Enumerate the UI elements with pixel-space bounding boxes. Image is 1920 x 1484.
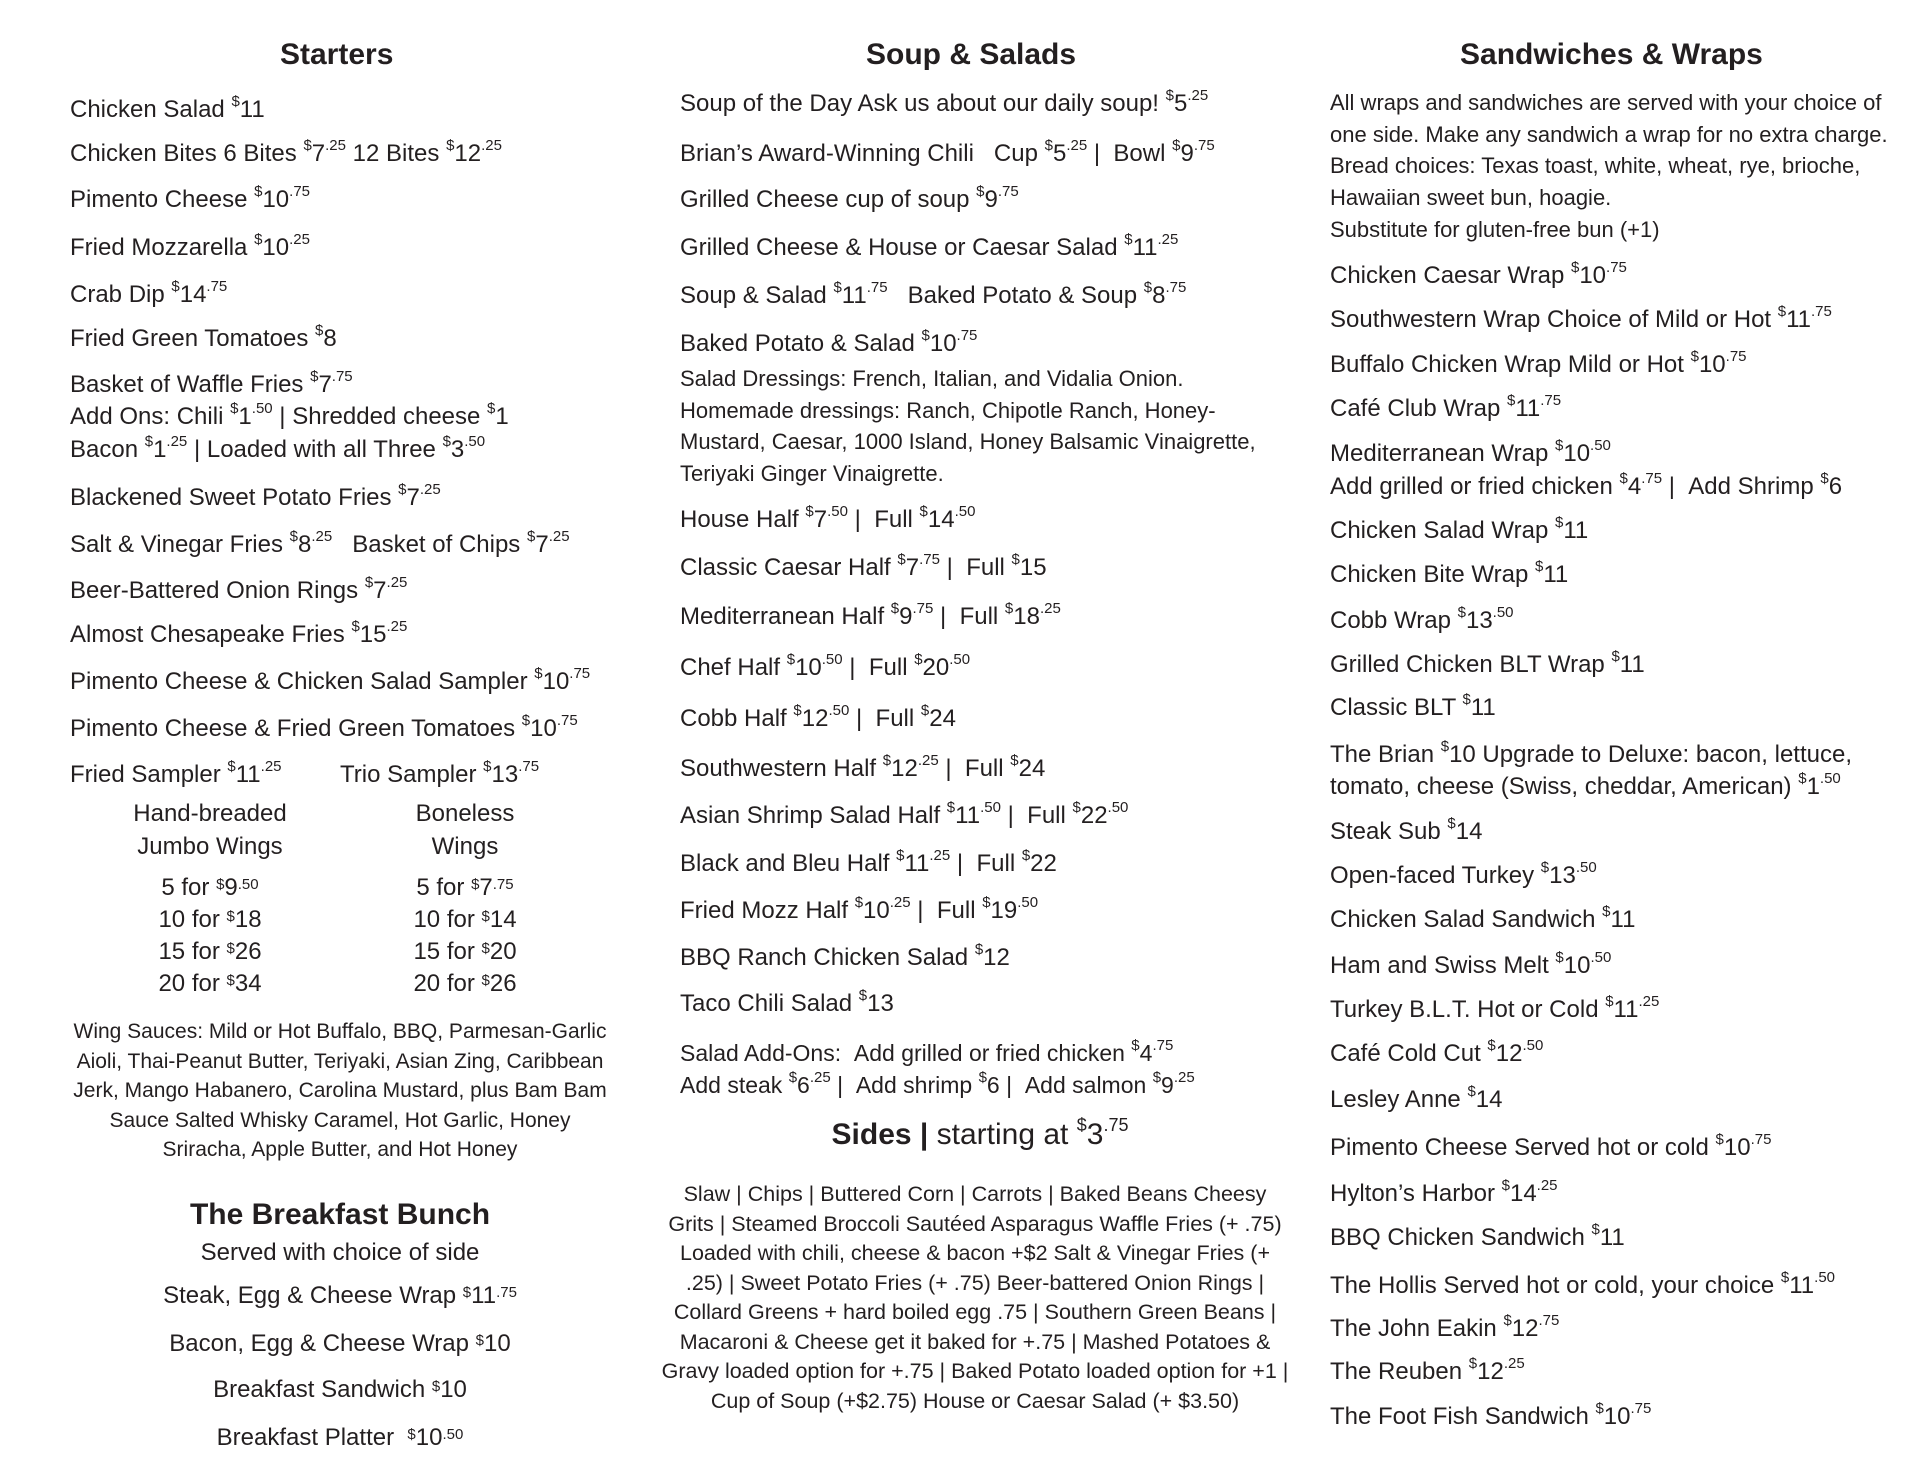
- menu-item: The Brian $10 Upgrade to Deluxe: bacon, lettuce,: [1330, 738, 1852, 768]
- menu-item: Fried Green Tomatoes $8: [70, 322, 337, 352]
- menu-item: BBQ Chicken Sandwich $11: [1330, 1221, 1625, 1251]
- wings-boneless-prices: 5 for $^{\$}7^{.75}$ 10 for $14 15 for $20 20 for $26: [413, 874, 517, 997]
- menu-item: Chicken Bites 6 Bites $^{\$}7^{.25}$ 12 Bites $^{\$}12^{.25}$: [70, 137, 502, 167]
- wings-hand-title: Hand-breaded Jumbo Wings: [133, 800, 287, 860]
- menu-item: Bacon $^{\$}1^{.25}$ | Loaded with all Three $^{\$}3^{.50}$: [70, 433, 486, 463]
- menu-item: Steak Sub $14: [1330, 815, 1483, 845]
- salad-item: Mediterranean Half $^{\$}9^{.75}$ | Full $^{\$}18^{.25}$: [680, 600, 1061, 630]
- menu-item: Classic BLT $11: [1330, 691, 1496, 721]
- menu-item: Soup & Salad $^{\$}11^{.75}$ Baked Potato & Soup $^{\$}8^{.75}$: [680, 279, 1187, 309]
- sides-header: [680, 1115, 1280, 1152]
- salad-addons: Add steak $^{\$}6^{.25}$ | Add shrimp $6 | Add salmon $^{\$}9^{.25}$: [680, 1069, 1195, 1098]
- sandwiches-title: Sandwiches & Wraps: [1460, 38, 1763, 71]
- menu-item: Chicken Salad Sandwich $11: [1330, 903, 1636, 933]
- salad-item: House Half $^{\$}7^{.50}$ | Full $^{\$}14^{.50}$: [680, 503, 976, 533]
- menu-item: Crab Dip $^{\$}14^{.75}$: [70, 278, 228, 308]
- menu-item: Pimento Cheese & Chicken Salad Sampler $^{\$}10^{.75}$: [70, 665, 591, 695]
- menu-item: Brian’s Award-Winning Chili Cup $^{\$}5^{.25}$ | Bowl $^{\$}9^{.75}$: [680, 137, 1215, 167]
- sides-title: Sides |: [831, 1118, 929, 1151]
- menu-item: Grilled Cheese cup of soup $^{\$}9^{.75}$: [680, 183, 1019, 213]
- menu-item: Café Cold Cut $^{\$}12^{.50}$: [1330, 1037, 1544, 1067]
- menu-item: Soup of the Day Ask us about our daily soup! $^{\$}5^{.25}$: [680, 87, 1209, 117]
- salad-item: Southwestern Half $^{\$}12^{.25}$ | Full $24: [680, 752, 1046, 782]
- salad-item: Chef Half $^{\$}10^{.50}$ | Full $^{\$}20^{.50}$: [680, 651, 971, 681]
- menu-item: Turkey B.L.T. Hot or Cold $^{\$}11^{.25}$: [1330, 993, 1660, 1023]
- menu-item: Café Club Wrap $^{\$}11^{.75}$: [1330, 392, 1562, 422]
- menu-item: Bacon, Egg & Cheese Wrap $10: [169, 1330, 511, 1357]
- menu-item: Trio Sampler $^{\$}13^{.75}$: [340, 758, 540, 788]
- menu-item: Lesley Anne $14: [1330, 1083, 1503, 1113]
- salad-item: Taco Chili Salad $13: [680, 987, 894, 1017]
- menu-item: The Reuben $^{\$}12^{.25}$: [1330, 1355, 1525, 1385]
- salad-dressings: Salad Dressings: French, Italian, and Vidalia Onion. Homemade dressings: Ranch, Chipotle Ranch, Honey-Mustard, Caesar, 1000 Island, Honey Balsamic Vinaigrette, Teriyaki Ginger Vinaigrette.: [680, 366, 1256, 486]
- salad-item: Fried Mozz Half $^{\$}10^{.25}$ | Full $^{\$}19^{.50}$: [680, 894, 1039, 924]
- starters-title: Starters: [280, 38, 394, 71]
- menu-item: Baked Potato & Salad $^{\$}10^{.75}$: [680, 327, 978, 357]
- menu-item: Chicken Salad $11: [70, 93, 265, 123]
- menu-item: Blackened Sweet Potato Fries $^{\$}7^{.25}$: [70, 481, 441, 511]
- salad-item: Cobb Half $^{\$}12^{.50}$ | Full $24: [680, 702, 956, 732]
- menu-item: Pimento Cheese & Fried Green Tomatoes $^{\$}10^{.75}$: [70, 712, 578, 742]
- menu-item: Chicken Caesar Wrap $^{\$}10^{.75}$: [1330, 259, 1627, 289]
- menu-item: Breakfast Platter $^{\$}10^{.50}$: [216, 1424, 464, 1451]
- menu-item: Open-faced Turkey $^{\$}13^{.50}$: [1330, 859, 1597, 889]
- menu-item: Almost Chesapeake Fries $^{\$}15^{.25}$: [70, 618, 408, 648]
- gluten-free-note: Substitute for gluten-free bun (+1): [1330, 217, 1660, 242]
- wings-hand-prices: 5 for $^{\$}9^{.50}$ 10 for $18 15 for $26 20 for $34: [158, 874, 262, 997]
- menu-item: Southwestern Wrap Choice of Mild or Hot $^{\$}11^{.75}$: [1330, 303, 1832, 333]
- menu-item: Basket of Waffle Fries $^{\$}7^{.75}$: [70, 368, 353, 398]
- menu-item: Add Ons: Chili $^{\$}1^{.50}$ | Shredded cheese $1: [70, 400, 509, 430]
- menu-item: Fried Mozzarella $^{\$}10^{.25}$: [70, 231, 310, 261]
- menu-item: The John Eakin $^{\$}12^{.75}$: [1330, 1312, 1560, 1342]
- sides-subtitle: starting at $^{\$}3^{.75}$: [936, 1115, 1129, 1151]
- sides-text: Slaw | Chips | Buttered Corn | Carrots | Baked Beans Cheesy Grits | Steamed Broccoli Sautéed Asparagus Waffle Fries (+ .75) Loaded with chili, cheese & bacon +$2 Salt & Vinegar Fries (+ .25) | Sweet Potato Fries (+ .75) Beer-battered Onion Rings | Collard Greens + hard boiled egg .75 | Southern Green Beans | Macaroni & Cheese get it baked for +.75 | Mashed Potatoes & Gravy loaded option for +.75 | Baked Potato loaded option for +1 | Cup of Soup (+$2.75) House or Caesar Salad (+ $3.50): [661, 1182, 1289, 1413]
- menu-item: Pimento Cheese $^{\$}10^{.75}$: [70, 183, 311, 213]
- sandwiches-intro: All wraps and sandwiches are served with your choice of one side. Make any sandwich a wrap for no extra charge. Bread choices: Texas toast, white, wheat, rye, brioche, Hawaiian sweet bun, hoagie.: [1330, 90, 1888, 210]
- menu-item: Fried Sampler $^{\$}11^{.25}$: [70, 758, 282, 788]
- menu-item: Grilled Cheese & House or Caesar Salad $^{\$}11^{.25}$: [680, 231, 1179, 261]
- wings-boneless-title: Boneless Wings: [415, 800, 515, 860]
- menu-item: Salt & Vinegar Fries $^{\$}8^{.25}$ Basket of Chips $^{\$}7^{.25}$: [70, 528, 570, 558]
- breakfast-title: The Breakfast Bunch: [189, 1198, 491, 1231]
- salad-addons: Salad Add-Ons: Add grilled or fried chicken $^{\$}4^{.75}$: [680, 1037, 1174, 1066]
- menu-item: Chicken Salad Wrap $11: [1330, 514, 1589, 544]
- menu-item: Grilled Chicken BLT Wrap $11: [1330, 648, 1645, 678]
- menu-item: Beer-Battered Onion Rings $^{\$}7^{.25}$: [70, 574, 408, 604]
- menu-item: Ham and Swiss Melt $^{\$}10^{.50}$: [1330, 949, 1612, 979]
- menu-item: Add grilled or fried chicken $^{\$}4^{.75}$ | Add Shrimp $6: [1330, 470, 1843, 500]
- salad-item: Black and Bleu Half $^{\$}11^{.25}$ | Full $22: [680, 847, 1057, 877]
- menu-item: Cobb Wrap $^{\$}13^{.50}$: [1330, 604, 1514, 634]
- salad-item: BBQ Ranch Chicken Salad $12: [680, 941, 1010, 971]
- salad-item: Classic Caesar Half $^{\$}7^{.75}$ | Full $15: [680, 551, 1047, 581]
- menu-item: Mediterranean Wrap $^{\$}10^{.50}$: [1330, 437, 1611, 467]
- menu-item: Chicken Bite Wrap $11: [1330, 558, 1569, 588]
- menu-item: Breakfast Sandwich $10: [213, 1376, 467, 1403]
- menu-item: Steak, Egg & Cheese Wrap $^{\$}11^{.75}$: [163, 1282, 517, 1309]
- menu-item: Pimento Cheese Served hot or cold $^{\$}10^{.75}$: [1330, 1131, 1772, 1161]
- wing-sauces: Wing Sauces: Mild or Hot Buffalo, BBQ, Parmesan-Garlic Aioli, Thai-Peanut Butter, Teriyaki, Asian Zing, Caribbean Jerk, Mango Habanero, Carolina Mustard, plus Bam Bam Sauce Salted Whisky Caramel, Hot Garlic, Honey Sriracha, Apple Butter, and Hot Honey: [73, 1020, 607, 1161]
- menu-item: Hylton’s Harbor $^{\$}14^{.25}$: [1330, 1177, 1558, 1207]
- menu-item: Buffalo Chicken Wrap Mild or Hot $^{\$}10^{.75}$: [1330, 348, 1747, 378]
- menu-item: tomato, cheese (Swiss, cheddar, American) $^{\$}1^{.50}$: [1330, 770, 1841, 800]
- soup-salads-title: Soup & Salads: [866, 38, 1077, 71]
- salad-item: Asian Shrimp Salad Half $^{\$}11^{.50}$ | Full $^{\$}22^{.50}$: [680, 799, 1129, 829]
- menu-item: The Hollis Served hot or cold, your choice $^{\$}11^{.50}$: [1330, 1269, 1836, 1299]
- breakfast-subtitle: Served with choice of side: [200, 1239, 480, 1266]
- menu-item: The Foot Fish Sandwich $^{\$}10^{.75}$: [1330, 1400, 1652, 1430]
